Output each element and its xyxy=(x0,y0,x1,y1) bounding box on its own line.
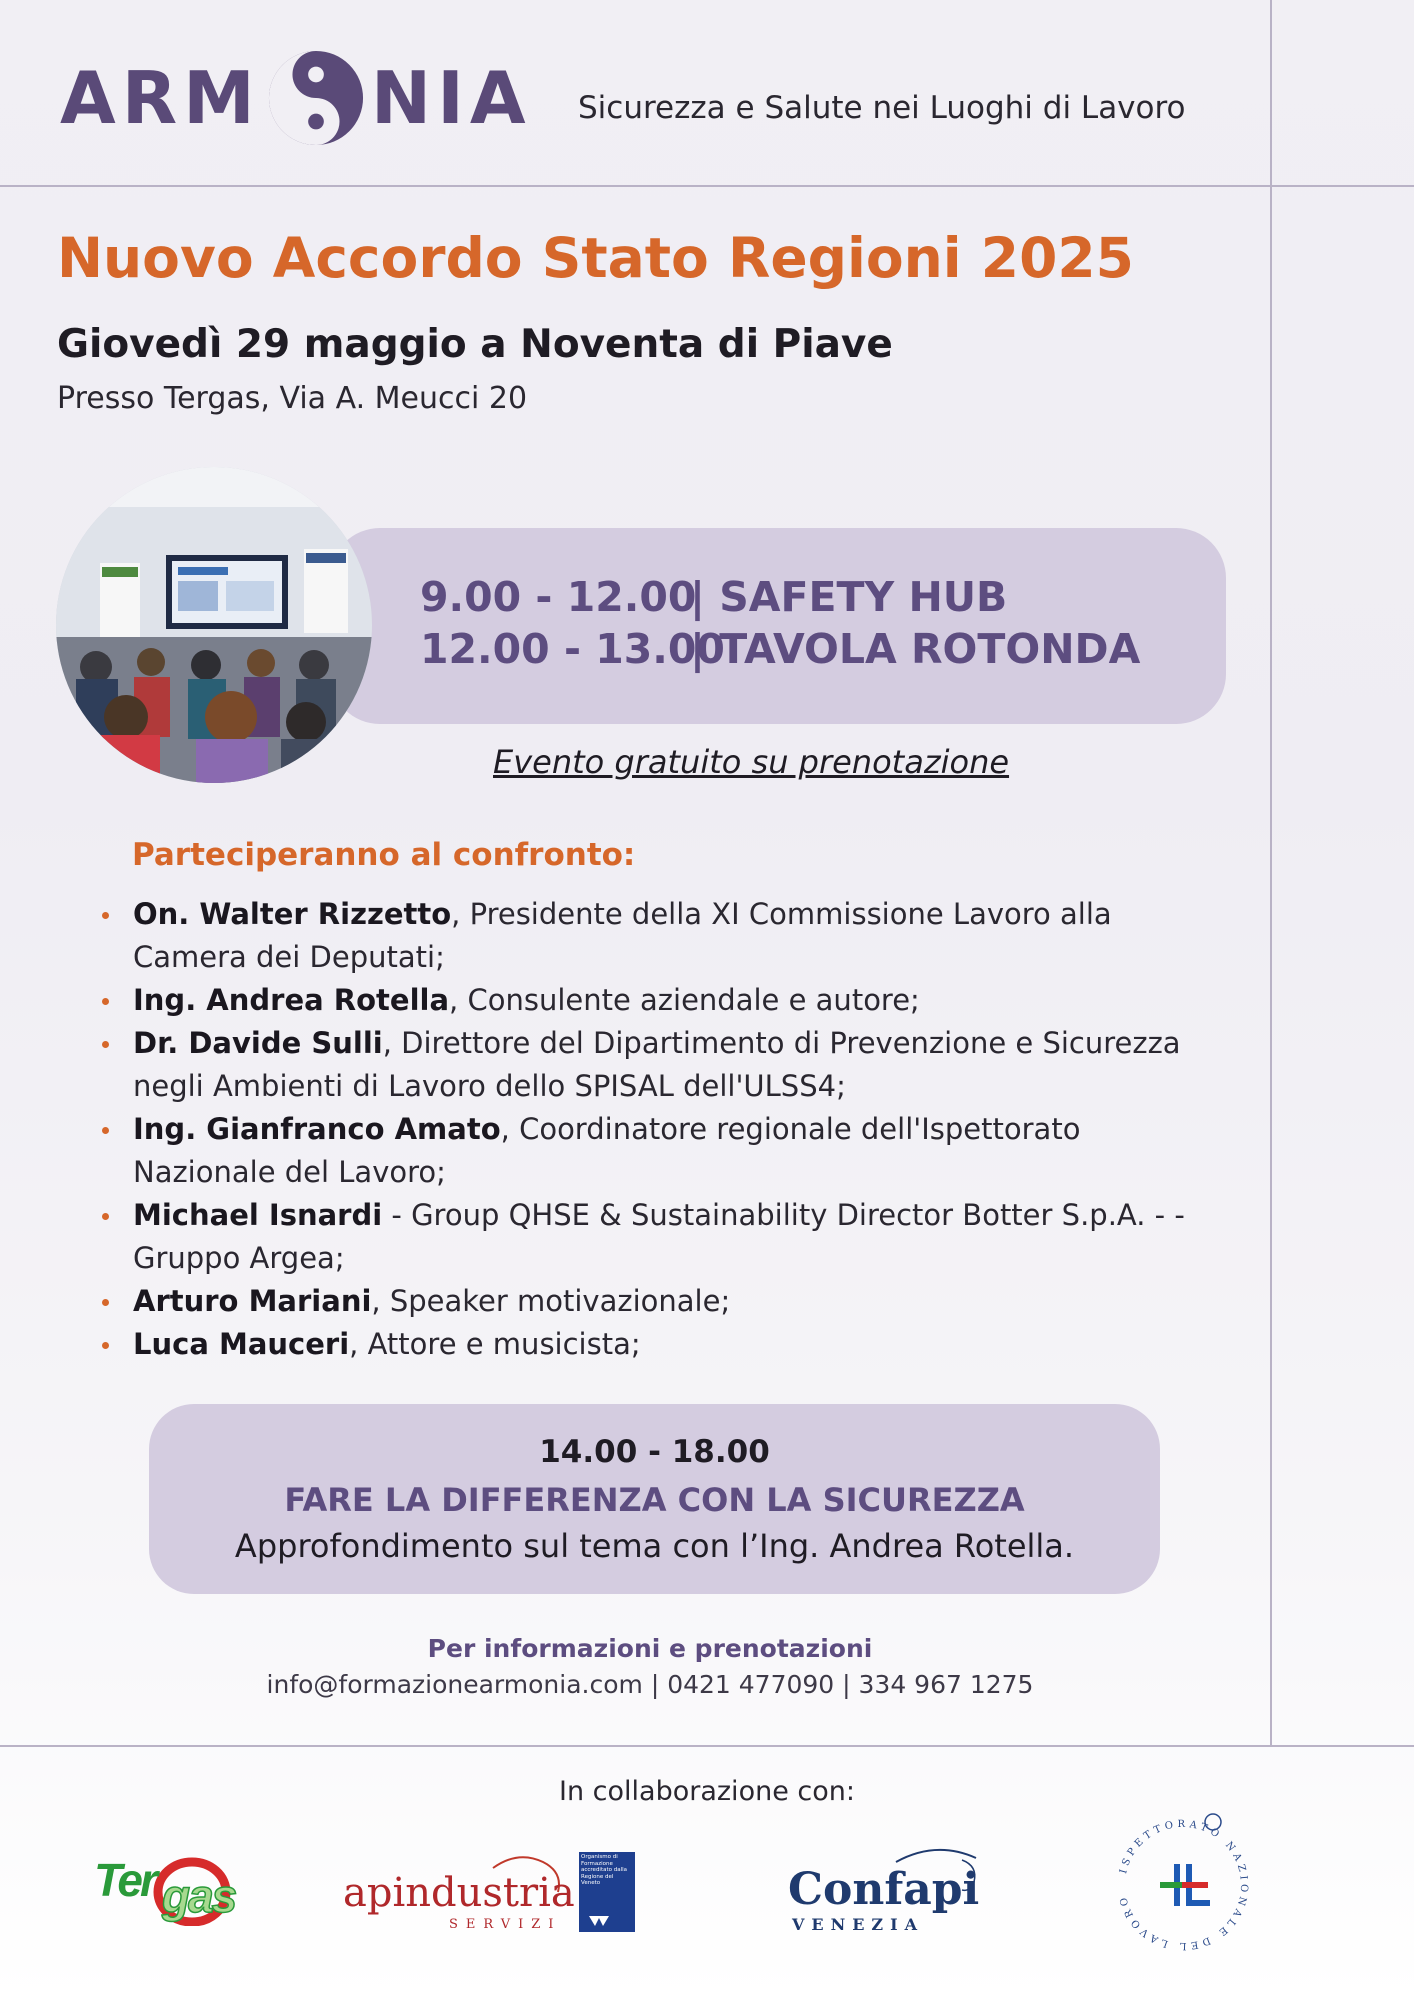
apindustria-sub: SERVIZI xyxy=(449,1917,562,1932)
conference-photo xyxy=(56,467,372,783)
participant-name: Dr. Davide Sulli xyxy=(133,1026,383,1060)
event-date: Giovedì 29 maggio a Noventa di Piave xyxy=(57,322,893,367)
schedule-time: 9.00 - 12.00 xyxy=(420,573,697,621)
participant-role: , Speaker motivazionale; xyxy=(371,1284,731,1318)
participant-name: Michael Isnardi xyxy=(133,1198,383,1232)
collaboration-label: In collaborazione con: xyxy=(559,1776,855,1807)
frame-top-line xyxy=(0,185,1414,187)
armonia-logo xyxy=(60,48,532,148)
participant-role: , Coordinatore regionale dell'Ispettorato Nazionale del Lavoro; xyxy=(133,1112,1081,1189)
list-item xyxy=(100,1323,1210,1366)
schedule-label: | SAFETY HUB xyxy=(690,573,1008,621)
afternoon-title: FARE LA DIFFERENZA CON LA SICUREZZA xyxy=(284,1481,1025,1519)
participant-role: - Group QHSE & Sustainability Director Botter S.p.A. - - Gruppo Argea; xyxy=(133,1198,1185,1275)
participant-name: Luca Mauceri xyxy=(133,1327,350,1361)
tergas-text-b: gas xyxy=(162,1870,236,1922)
apindustria-badge-text: Organismo di Formazione accreditato dalla Regione del Veneto xyxy=(581,1854,628,1886)
participant-name: Ing. Andrea Rotella xyxy=(133,983,450,1017)
confapi-text: Confapi xyxy=(788,1864,980,1915)
participant-role: , Direttore del Dipartimento di Prevenzione e Sicurezza negli Ambienti di Lavoro dello SPISAL dell'ULSS4; xyxy=(133,1026,1181,1103)
event-title: Nuovo Accordo Stato Regioni 2025 xyxy=(57,226,1134,290)
schedule-time: 12.00 - 13.00 xyxy=(420,625,725,673)
participant-name: Ing. Gianfranco Amato xyxy=(133,1112,501,1146)
list-item xyxy=(100,893,1210,979)
afternoon-panel xyxy=(149,1404,1160,1594)
list-item xyxy=(100,979,1210,1022)
list-item xyxy=(100,1194,1210,1280)
inl-logo xyxy=(1108,1810,1258,1960)
logo-text-right: NIA xyxy=(370,56,532,140)
list-item xyxy=(100,1108,1210,1194)
confapi-sub: VENEZIA xyxy=(792,1915,925,1934)
event-venue: Presso Tergas, Via A. Meucci 20 xyxy=(57,381,528,416)
tergas-logo xyxy=(92,1846,267,1926)
afternoon-subtitle: Approfondimento sul tema con l’Ing. Andrea Rotella. xyxy=(234,1527,1075,1565)
afternoon-time: 14.00 - 18.00 xyxy=(539,1434,770,1470)
frame-bottom-line xyxy=(0,1745,1414,1747)
contact-details[interactable]: info@formazionearmonia.com | 0421 477090 | 334 967 1275 xyxy=(266,1670,1034,1699)
schedule-label: | TAVOLA ROTONDA xyxy=(690,625,1141,673)
participant-role: , Attore e musicista; xyxy=(349,1327,641,1361)
contact-heading: Per informazioni e prenotazioni xyxy=(427,1634,873,1663)
participant-role: , Consulente aziendale e autore; xyxy=(449,983,920,1017)
participant-role: , Presidente della XI Commissione Lavoro alla Camera dei Deputati; xyxy=(133,897,1112,974)
list-item xyxy=(100,1280,1210,1323)
inl-ring-text: ISPETTORATO NAZIONALE DEL LAVORO xyxy=(1117,1818,1250,1952)
apindustria-text: apindustria xyxy=(343,1870,575,1916)
logo-text-left: ARM xyxy=(60,56,261,140)
frame-vertical-line xyxy=(1270,0,1272,1745)
apindustria-logo xyxy=(343,1850,638,1935)
list-item xyxy=(100,1022,1210,1108)
tergas-text-a: Ter xyxy=(94,1854,155,1906)
confapi-logo xyxy=(786,1844,1001,1936)
tagline: Sicurezza e Salute nei Luoghi di Lavoro xyxy=(578,90,1186,126)
participants-list xyxy=(100,893,1210,1366)
schedule-row xyxy=(420,625,1140,673)
participants-heading: Parteciperanno al confronto: xyxy=(132,837,636,873)
yin-yang-icon xyxy=(267,49,365,147)
free-event-note: Evento gratuito su prenotazione xyxy=(493,743,1010,781)
participant-name: On. Walter Rizzetto xyxy=(133,897,452,931)
schedule-row xyxy=(420,573,1007,621)
participant-name: Arturo Mariani xyxy=(133,1284,372,1318)
